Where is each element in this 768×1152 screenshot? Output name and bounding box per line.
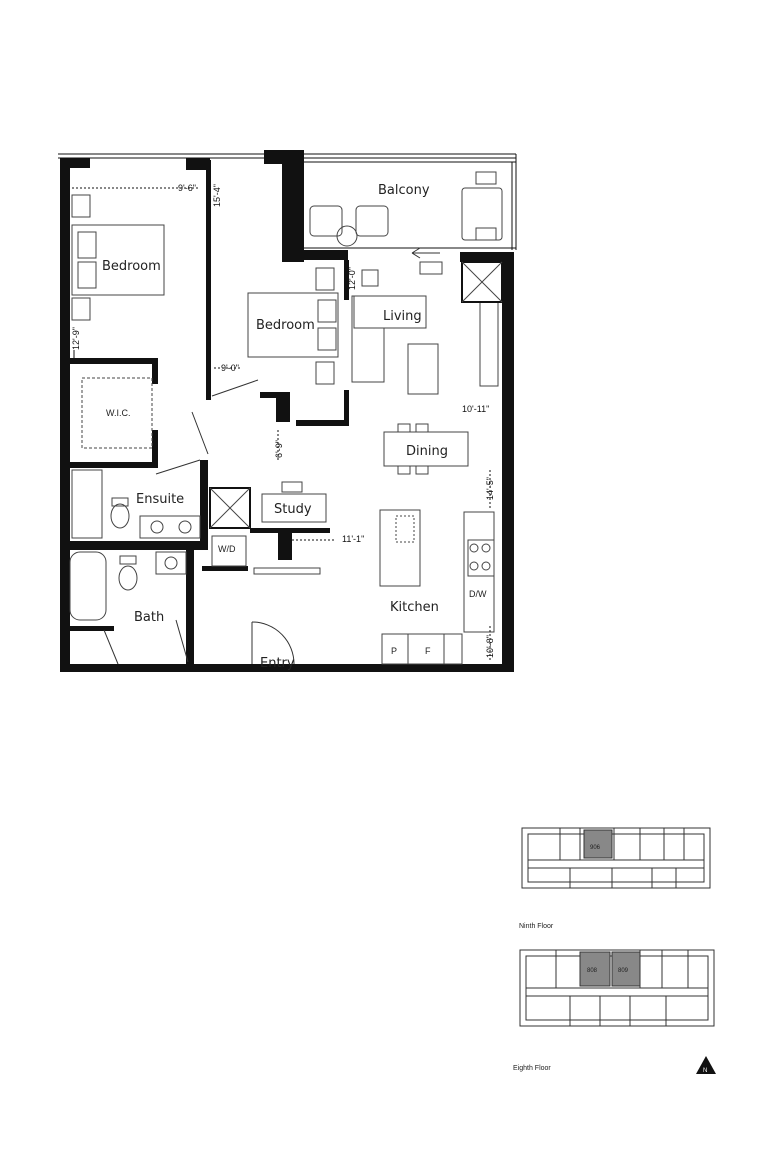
key-plan-label-ninth: Ninth Floor	[519, 923, 554, 930]
room-label-bath: Bath	[134, 610, 165, 625]
north-arrow-icon	[696, 1056, 716, 1074]
room-label-bedroom-2: Bedroom	[256, 318, 315, 333]
room-label-bedroom-1: Bedroom	[102, 259, 161, 274]
dimension-label: 6'-9"	[274, 440, 284, 458]
room-label-living: Living	[383, 309, 422, 324]
key-plan-label-eighth: Eighth Floor	[513, 1065, 551, 1072]
key-plan-eighth	[520, 950, 714, 1026]
key-plan-ninth	[522, 828, 710, 888]
dimension-label: 14'-5"	[485, 477, 495, 500]
dimension-label: 11'-1"	[342, 534, 365, 544]
dimension-label: 12'-0"	[347, 267, 357, 290]
room-label-balcony: Balcony	[378, 183, 430, 198]
room-label-dw: D/W	[469, 589, 487, 599]
room-label-dining: Dining	[406, 444, 448, 459]
north-label: N	[703, 1068, 708, 1074]
dimension-label: 10'-8"	[485, 635, 495, 658]
dimension-label: 9'-0"	[221, 363, 239, 373]
room-label-ensuite: Ensuite	[136, 492, 185, 507]
unit-label-808: 808	[587, 968, 598, 974]
room-label-wic: W.I.C.	[106, 408, 131, 418]
appliance-label-pantry: P	[391, 646, 398, 656]
unit-label-809: 809	[618, 968, 629, 974]
dimension-label: 10'-11"	[462, 404, 490, 414]
room-label-entry: Entry	[260, 656, 295, 671]
dimension-label: 9'-6"	[178, 183, 196, 193]
room-label-study: Study	[274, 502, 312, 517]
appliance-label-fridge: F	[425, 646, 431, 656]
dimension-label: 15'-4"	[212, 184, 222, 207]
room-label-wd: W/D	[218, 544, 236, 554]
room-label-kitchen: Kitchen	[390, 600, 439, 615]
unit-label-906: 906	[590, 845, 601, 851]
dimension-label: 12'-9"	[71, 327, 81, 350]
